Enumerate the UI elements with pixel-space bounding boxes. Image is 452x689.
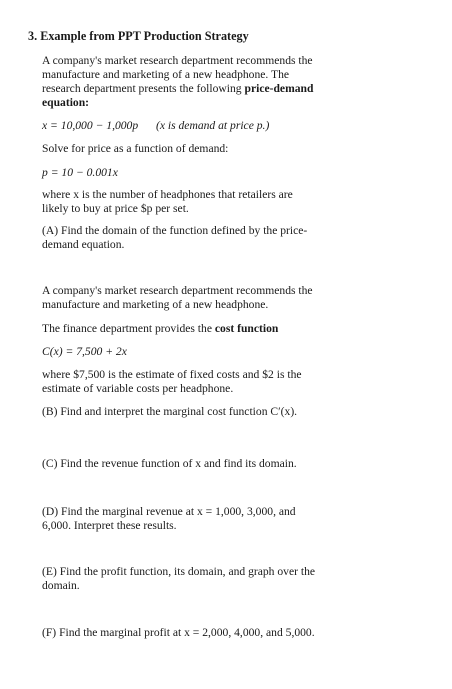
price-equation: p = 10 − 0.001x <box>42 166 118 179</box>
equation-label: equation: <box>42 96 90 109</box>
part1-intro-line3-text: research department presents the following <box>42 82 242 95</box>
part1-intro-line3 <box>42 82 313 96</box>
finance-line <box>42 322 278 336</box>
part2-intro-line1: A company's market research department recommends the <box>42 284 313 297</box>
part1-intro-line2: manufacture and marketing of a new headphone. The <box>42 68 290 81</box>
question-f: (F) Find the marginal profit at x = 2,000, 4,000, and 5,000. <box>42 626 315 639</box>
cost-equation: C(x) = 7,500 + 2x <box>42 345 127 358</box>
demand-equation <box>42 119 269 133</box>
question-e-line1: (E) Find the profit function, its domain, and graph over the <box>42 565 316 578</box>
where-line1: where x is the number of headphones that retailers are <box>42 188 293 201</box>
question-b: (B) Find and interpret the marginal cost function C′(x). <box>42 405 298 418</box>
cost-where-line2: estimate of variable costs per headphone. <box>42 382 234 395</box>
part1-intro-line1: A company's market research department recommends the <box>42 54 313 67</box>
question-a-line2: demand equation. <box>42 238 125 251</box>
question-c: (C) Find the revenue function of x and find its domain. <box>42 457 297 470</box>
example-heading: 3. Example from PPT Production Strategy <box>28 29 249 43</box>
question-a-line1: (A) Find the domain of the function defined by the price- <box>42 224 308 237</box>
cost-where-line1: where $7,500 is the estimate of fixed costs and $2 is the <box>42 368 302 381</box>
solve-instruction: Solve for price as a function of demand: <box>42 142 229 155</box>
part2-intro-line2: manufacture and marketing of a new headphone. <box>42 298 269 311</box>
finance-line-text: The finance department provides the <box>42 322 212 335</box>
question-d-line1: (D) Find the marginal revenue at x = 1,000, 3,000, and <box>42 505 296 518</box>
question-e-line2: domain. <box>42 579 80 592</box>
question-d-line2: 6,000. Interpret these results. <box>42 519 177 532</box>
demand-equation-note: (x is demand at price p.) <box>155 119 270 132</box>
where-line2: likely to buy at price $p per set. <box>42 202 189 215</box>
cost-function-term: cost function <box>214 322 279 335</box>
demand-equation-expr: x = 10,000 − 1,000p <box>42 119 139 132</box>
price-demand-term: price-demand <box>244 82 314 95</box>
